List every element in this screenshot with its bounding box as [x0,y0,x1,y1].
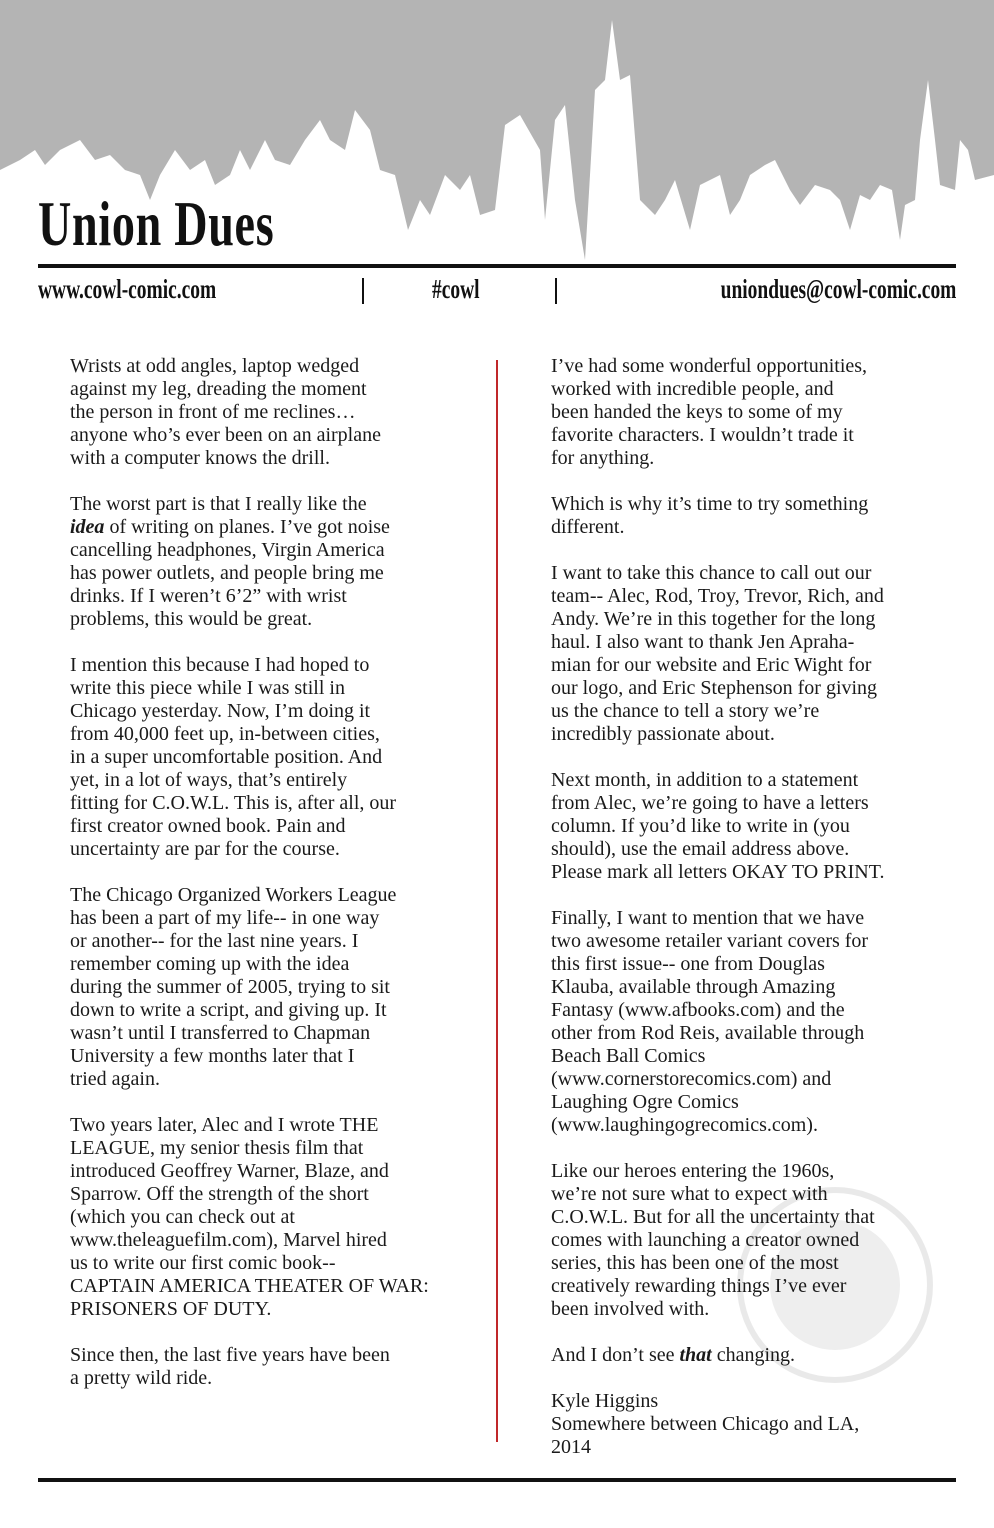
text-line [70,516,429,539]
header-separator [362,278,364,304]
text-line: two awesome retailer variant covers for [551,930,869,952]
text-line: we’re not sure what to expect with [551,1183,828,1205]
paragraph [70,884,429,1091]
header-rule [38,264,956,268]
emphasis: that [679,1344,712,1366]
text-line: with a computer knows the drill. [70,447,330,469]
text-line: www.theleaguefilm.com), Marvel hired [70,1229,387,1251]
right-column [551,355,884,1482]
text-line: or another-- for the last nine years. I [70,930,359,952]
text-line: Laughing Ogre Comics [551,1091,739,1113]
text-line: anyone who’s ever been on an airplane [70,424,381,446]
text-line: Since then, the last five years have been [70,1344,390,1366]
text-line: the person in front of me reclines… [70,401,356,423]
text-line: Wrists at odd angles, laptop wedged [70,355,360,377]
text-line: The worst part is that I really like the [70,493,367,515]
text-line: Like our heroes entering the 1960s, [551,1160,835,1182]
text-line: CAPTAIN AMERICA THEATER OF WAR: [70,1275,429,1297]
text-line: our logo, and Eric Stephenson for giving [551,677,878,699]
text-line: Fantasy (www.afbooks.com) and the [551,999,845,1021]
paragraph [551,1344,884,1367]
text-line: University a few months later that I [70,1045,355,1067]
text-line: first creator owned book. Pain and [70,815,346,837]
paragraph [551,562,884,746]
text-line: comes with launching a creator owned [551,1229,860,1251]
text-segment: And I don’t see [551,1344,680,1366]
text-line: been involved with. [551,1298,710,1320]
paragraph [551,769,884,884]
email-link[interactable]: uniondues@cowl-comic.com [720,274,956,304]
paragraph [70,1344,429,1390]
text-line: I mention this because I had hoped to [70,654,370,676]
text-line [551,1344,884,1367]
text-line: Sparrow. Off the strength of the short [70,1183,369,1205]
text-line: write this piece while I was still in [70,677,345,699]
text-segment: of writing on planes. I’ve got noise [104,516,390,538]
text-line: C.O.W.L. But for all the uncertainty that [551,1206,875,1228]
text-line: us the chance to tell a story we’re [551,700,820,722]
text-line: LEAGUE, my senior thesis film that [70,1137,364,1159]
text-line: I’ve had some wonderful opportunities, [551,355,868,377]
text-line: should), use the email address above. [551,838,850,860]
website-link[interactable]: www.cowl-comic.com [38,274,217,304]
text-line: against my leg, dreading the moment [70,378,367,400]
text-line: haul. I also want to thank Jen Apraha- [551,631,855,653]
text-line: (which you can check out at [70,1206,295,1228]
text-line: during the summer of 2005, trying to sit [70,976,390,998]
text-line: favorite characters. I wouldn’t trade it [551,424,854,446]
text-line: us to write our first comic book-- [70,1252,336,1274]
paragraph [551,493,884,539]
text-line: down to write a script, and giving up. It [70,999,387,1021]
hashtag: #cowl [432,274,480,304]
text-line: drinks. If I weren’t 6’2” with wrist [70,585,347,607]
text-line: other from Rod Reis, available through [551,1022,865,1044]
text-line: problems, this would be great. [70,608,313,630]
header-separator [555,278,557,304]
text-line: Somewhere between Chicago and LA, [551,1413,860,1435]
text-line: in a super uncomfortable position. And [70,746,383,768]
text-line: team-- Alec, Rod, Troy, Trevor, Rich, and [551,585,884,607]
text-line: Two years later, Alec and I wrote THE [70,1114,379,1136]
text-line: Beach Ball Comics [551,1045,706,1067]
text-line: been handed the keys to some of my [551,401,843,423]
text-line: wasn’t until I transferred to Chapman [70,1022,371,1044]
text-line: this first issue-- one from Douglas [551,953,825,975]
emphasis: idea [70,516,105,538]
text-line: The Chicago Organized Workers League [70,884,397,906]
text-line: from Alec, we’re going to have a letters [551,792,869,814]
text-line: series, this has been one of the most [551,1252,839,1274]
text-line: a pretty wild ride. [70,1367,213,1389]
text-line: mian for our website and Eric Wight for [551,654,872,676]
text-line: remember coming up with the idea [70,953,350,975]
left-column [70,355,429,1413]
column-divider [496,360,498,1442]
paragraph [70,654,429,861]
text-line: (www.cornerstorecomics.com) and [551,1068,832,1090]
text-line: fitting for C.O.W.L. This is, after all, our [70,792,397,814]
text-line: column. If you’d like to write in (you [551,815,850,837]
text-line: Please mark all letters OKAY TO PRINT. [551,861,885,883]
text-line: Next month, in addition to a statement [551,769,859,791]
paragraph [70,1114,429,1321]
page-title: Union Dues [38,188,275,259]
paragraph [551,1390,884,1459]
text-line: I want to take this chance to call out our [551,562,872,584]
text-line: PRISONERS OF DUTY. [70,1298,272,1320]
text-line: tried again. [70,1068,160,1090]
text-line: from 40,000 feet up, in-between cities, [70,723,380,745]
paragraph [551,355,884,470]
text-line: Klauba, available through Amazing [551,976,836,998]
text-line: yet, in a lot of ways, that’s entirely [70,769,348,791]
text-line: (www.laughingogrecomics.com). [551,1114,818,1136]
text-line: Chicago yesterday. Now, I’m doing it [70,700,371,722]
text-line: for anything. [551,447,655,469]
text-line: has power outlets, and people bring me [70,562,384,584]
text-line: Andy. We’re in this together for the long [551,608,876,630]
text-line: 2014 [551,1436,591,1458]
text-line: cancelling headphones, Virgin America [70,539,385,561]
paragraph [70,493,429,631]
text-segment: changing. [711,1344,796,1366]
text-line: worked with incredible people, and [551,378,834,400]
text-line: incredibly passionate about. [551,723,775,745]
text-line: has been a part of my life-- in one way [70,907,380,929]
text-line: creatively rewarding things I’ve ever [551,1275,847,1297]
paragraph [551,1160,884,1321]
paragraph [551,907,884,1137]
text-line: different. [551,516,625,538]
paragraph [70,355,429,470]
text-line: Which is why it’s time to try something [551,493,869,515]
text-line: uncertainty are par for the course. [70,838,340,860]
text-line: Kyle Higgins [551,1390,659,1412]
text-line: introduced Geoffrey Warner, Blaze, and [70,1160,389,1182]
text-line: Finally, I want to mention that we have [551,907,865,929]
